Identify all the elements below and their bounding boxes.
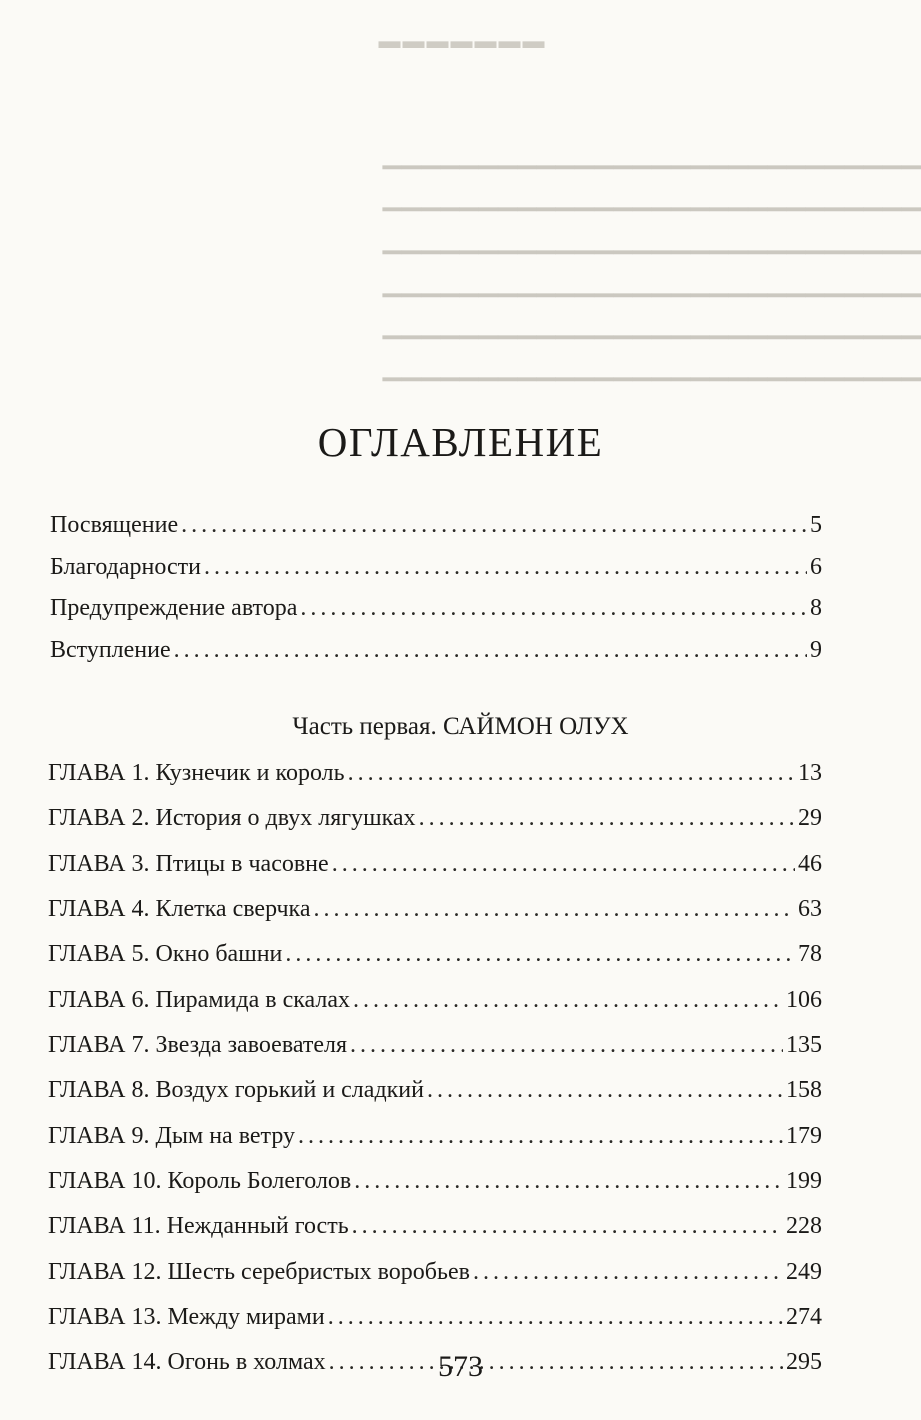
dot-leader xyxy=(354,1166,783,1196)
entry-page: 8 xyxy=(810,595,822,622)
chapter-page: 135 xyxy=(786,1032,822,1059)
chapter-page: 228 xyxy=(786,1213,822,1240)
chapter-entry[interactable] xyxy=(48,1302,822,1347)
page-number: 573 xyxy=(438,1350,483,1383)
chapter-entry[interactable] xyxy=(48,1075,822,1120)
toc-entry[interactable] xyxy=(50,593,822,635)
entry-title: Предупреждение автора xyxy=(50,595,298,622)
entry-page: 5 xyxy=(810,512,822,538)
chapter-title: ГЛАВА 8. Воздух горький и сладкий xyxy=(48,1077,424,1104)
chapter-title: ГЛАВА 13. Между мирами xyxy=(48,1304,325,1331)
toc-entry[interactable] xyxy=(50,552,822,594)
chapter-entry[interactable] xyxy=(48,1166,822,1211)
dot-leader xyxy=(473,1257,783,1287)
toc-entry[interactable] xyxy=(50,510,822,552)
front-matter-list xyxy=(50,510,822,677)
chapter-page: 106 xyxy=(786,986,822,1013)
chapter-page: 78 xyxy=(798,941,822,968)
chapter-page: 29 xyxy=(798,805,822,832)
chapter-page: 199 xyxy=(786,1168,822,1195)
show-through-line: ▁▁▁▁▁▁▁▁▁▁▁▁▁▁▁▁▁▁▁▁▁▁▁▁▁▁▁▁ xyxy=(382,184,921,211)
dot-leader xyxy=(298,1121,783,1151)
chapter-title: ГЛАВА 12. Шесть серебристых воробьев xyxy=(48,1258,470,1285)
chapter-title: ГЛАВА 11. Нежданный гость xyxy=(48,1213,349,1240)
chapter-title: ГЛАВА 1. Кузнечик и король xyxy=(48,760,345,786)
show-through-line: ▁▁▁▁▁▁▁▁▁▁▁▁▁▁▁▁▁▁▁▁▁▁▁▁▁▁▁▁ xyxy=(382,312,921,339)
dot-leader xyxy=(427,1075,783,1105)
chapter-entry[interactable] xyxy=(48,803,822,848)
toc-title: ОГЛАВЛЕНИЕ xyxy=(317,419,604,465)
chapter-title: ГЛАВА 5. Окно башни xyxy=(48,941,283,968)
part-title: Часть первая. САЙМОН ОЛУХ xyxy=(292,713,629,740)
dot-leader xyxy=(300,593,807,623)
chapter-page: 63 xyxy=(798,896,822,923)
chapter-entry[interactable] xyxy=(48,939,822,984)
show-through-line: ▁▁▁▁▁▁▁▁▁▁▁▁▁▁▁▁▁▁▁▁▁▁▁▁▁▁▁▁ xyxy=(382,270,921,297)
chapter-page: 46 xyxy=(798,850,822,877)
entry-title: Благодарности xyxy=(50,553,201,580)
chapter-page: 295 xyxy=(786,1349,822,1376)
chapter-entry[interactable] xyxy=(48,1211,822,1256)
dot-leader xyxy=(350,1030,783,1060)
chapter-entry[interactable] xyxy=(48,1030,822,1075)
dot-leader xyxy=(419,803,795,833)
dot-leader xyxy=(181,510,807,540)
entry-title: Вступление xyxy=(50,637,171,664)
show-through-line: ▁▁▁▁▁▁▁▁▁▁▁▁▁▁▁▁▁▁▁▁▁▁▁▁▁▁▁▁ xyxy=(382,354,921,381)
dot-leader xyxy=(174,635,807,665)
show-through-line: ▁▁▁▁▁▁▁▁▁▁▁▁▁▁▁▁▁▁▁▁▁▁▁▁▁▁▁▁ xyxy=(382,227,921,254)
chapter-title: ГЛАВА 2. История о двух лягушках xyxy=(48,805,416,832)
chapter-page: 158 xyxy=(786,1077,822,1104)
dot-leader xyxy=(332,849,795,879)
chapter-title: ГЛАВА 4. Клетка сверчка xyxy=(48,896,311,923)
chapter-list xyxy=(48,758,822,1393)
chapter-page: 274 xyxy=(786,1304,822,1331)
entry-page: 6 xyxy=(810,553,822,580)
chapter-entry[interactable] xyxy=(48,849,822,894)
chapter-title: ГЛАВА 7. Звезда завоевателя xyxy=(48,1032,348,1059)
dot-leader xyxy=(353,985,783,1015)
chapter-title: ГЛАВА 6. Пирамида в скалах xyxy=(48,986,351,1013)
chapter-entry[interactable] xyxy=(48,894,822,939)
chapter-title: ГЛАВА 3. Птицы в часовне xyxy=(48,850,329,877)
dot-leader xyxy=(285,939,795,969)
show-through-header: ▬▬▬▬▬▬▬ xyxy=(376,28,545,53)
dot-leader xyxy=(204,552,807,582)
chapter-page: 179 xyxy=(786,1122,822,1149)
chapter-page: 13 xyxy=(798,760,822,786)
chapter-title: ГЛАВА 9. Дым на ветру xyxy=(48,1122,295,1149)
show-through-line: ▁▁▁▁▁▁▁▁▁▁▁▁▁▁▁▁▁▁▁▁▁▁▁▁▁▁▁▁ xyxy=(382,142,921,169)
chapter-entry[interactable] xyxy=(48,758,822,803)
chapter-entry[interactable] xyxy=(48,985,822,1030)
chapter-entry[interactable] xyxy=(48,1257,822,1302)
chapter-title: ГЛАВА 14. Огонь в холмах xyxy=(48,1349,326,1376)
dot-leader xyxy=(314,894,796,924)
entry-page: 9 xyxy=(810,637,822,664)
chapter-title: ГЛАВА 10. Король Болеголов xyxy=(48,1168,352,1195)
chapter-entry[interactable] xyxy=(48,1121,822,1166)
entry-title: Посвящение xyxy=(50,512,179,538)
chapter-page: 249 xyxy=(786,1258,822,1285)
dot-leader xyxy=(328,1302,783,1332)
dot-leader xyxy=(348,758,795,788)
dot-leader xyxy=(352,1211,783,1241)
toc-entry[interactable] xyxy=(50,635,822,677)
